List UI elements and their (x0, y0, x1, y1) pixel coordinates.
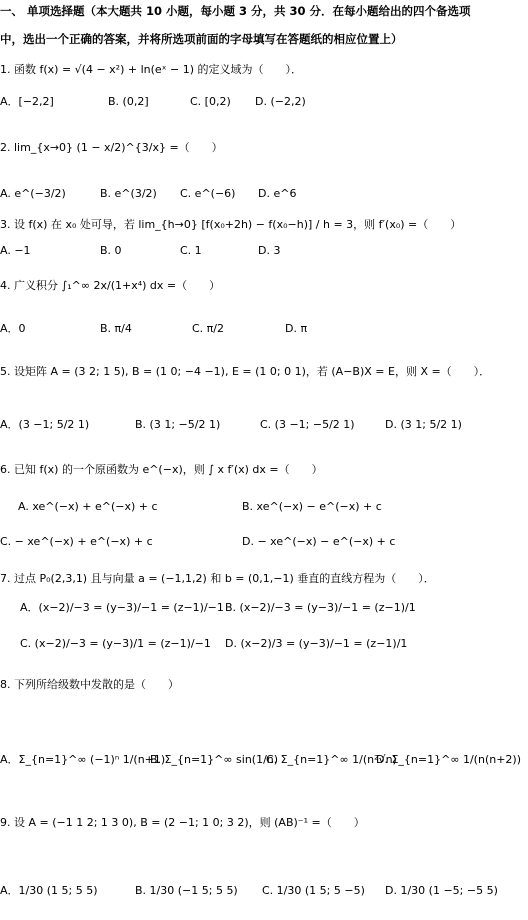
question-8-option-c: C. Σ_{n=1}^∞ 1/(n²√n) (266, 753, 397, 766)
question-7-option-b: B. (x−2)/−3 = (y−3)/−1 = (z−1)/1 (225, 601, 416, 614)
question-9-option-d: D. 1/30 (1 −5; −5 5) (385, 884, 498, 897)
question-9-option-a: A．1/30 (1 5; 5 5) (0, 884, 98, 897)
question-2-option-c: C. e^(−6) (180, 187, 236, 200)
question-2-option-b: B. e^(3/2) (100, 187, 157, 200)
question-5-option-d: D. (3 1; 5/2 1) (385, 418, 462, 431)
question-5-option-c: C. (3 −1; −5/2 1) (260, 418, 355, 431)
question-2-option-a: A. e^(−3/2) (0, 187, 66, 200)
question-7-option-a: A．(x−2)/−3 = (y−3)/−1 = (z−1)/−1 (20, 601, 224, 614)
question-3-option-d: D. 3 (258, 244, 281, 257)
section-heading-line1: 一、 单项选择题（本大题共 10 小题，每小题 3 分，共 30 分．在每小题给出的四个备选项 (0, 4, 471, 18)
question-7-option-d: D. (x−2)/3 = (y−3)/−1 = (z−1)/1 (225, 637, 408, 650)
question-4-option-b: B. π/4 (100, 322, 132, 335)
question-7-stem: 7. 过点 P₀(2,3,1) 且与向量 a = (−1,1,2) 和 b = (0,1,−1) 垂直的直线方程为（ ）． (0, 572, 435, 585)
question-6-option-a: A. xe^(−x) + e^(−x) + c (18, 500, 158, 513)
question-8-option-b: B. Σ_{n=1}^∞ sin(1/n) (150, 753, 279, 766)
question-4-stem: 4. 广义积分 ∫₁^∞ 2x/(1+x⁴) dx =（ ） (0, 279, 221, 292)
question-6-option-b: B. xe^(−x) − e^(−x) + c (242, 500, 382, 513)
question-4-option-c: C. π/2 (192, 322, 225, 335)
section-heading-line2: 中，选出一个正确的答案，并将所选项前面的字母填写在答题纸的相应位置上） (0, 32, 403, 46)
question-5-option-b: B. (3 1; −5/2 1) (135, 418, 221, 431)
question-8-option-a: A．Σ_{n=1}^∞ (−1)ⁿ 1/(n+1) (0, 753, 166, 766)
question-4-option-a: A．0 (0, 322, 26, 335)
question-7-option-c: C. (x−2)/−3 = (y−3)/1 = (z−1)/−1 (20, 637, 211, 650)
question-1-option-d: D. (−2,2) (255, 95, 306, 108)
question-2-stem: 2. lim_{x→0} (1 − x/2)^{3/x} =（ ） (0, 141, 223, 154)
question-4-option-d: D. π (285, 322, 308, 335)
question-6-option-d: D. − xe^(−x) − e^(−x) + c (242, 535, 396, 548)
question-6-stem: 6. 已知 f(x) 的一个原函数为 e^(−x)，则 ∫ x f′(x) dx =（ ） (0, 463, 323, 476)
question-3-stem: 3. 设 f(x) 在 x₀ 处可导，若 lim_{h→0} [f(x₀+2h) − f(x₀−h)] / h = 3，则 f′(x₀) =（ ） (0, 218, 462, 231)
question-3-option-c: C. 1 (180, 244, 202, 257)
question-9-option-b: B. 1/30 (−1 5; 5 5) (135, 884, 238, 897)
question-8-stem: 8. 下列所给级数中发散的是（ ） (0, 678, 179, 691)
question-1-option-b: B. (0,2] (108, 95, 149, 108)
question-5-stem: 5. 设矩阵 A = (3 2; 1 5), B = (1 0; −4 −1), E = (1 0; 0 1)，若 (A−B)X = E，则 X =（ ）． (0, 365, 491, 378)
question-3-option-b: B. 0 (100, 244, 122, 257)
question-2-option-d: D. e^6 (258, 187, 297, 200)
question-9-option-c: C. 1/30 (1 5; 5 −5) (262, 884, 365, 897)
question-1-option-c: C. [0,2) (190, 95, 231, 108)
question-1-stem: 1. 函数 f(x) = √(4 − x²) + ln(eˣ − 1) 的定义域为（ ）． (0, 63, 303, 76)
question-9-stem: 9. 设 A = (−1 1 2; 1 3 0), B = (2 −1; 1 0; 3 2)，则 (AB)⁻¹ =（ ） (0, 816, 365, 829)
question-3-option-a: A. −1 (0, 244, 31, 257)
question-8-option-d: D. Σ_{n=1}^∞ 1/(n(n+2)) (376, 753, 522, 766)
question-6-option-c: C. − xe^(−x) + e^(−x) + c (0, 535, 153, 548)
question-1-option-a: A．[−2,2] (0, 95, 54, 108)
question-5-option-a: A．(3 −1; 5/2 1) (0, 418, 90, 431)
